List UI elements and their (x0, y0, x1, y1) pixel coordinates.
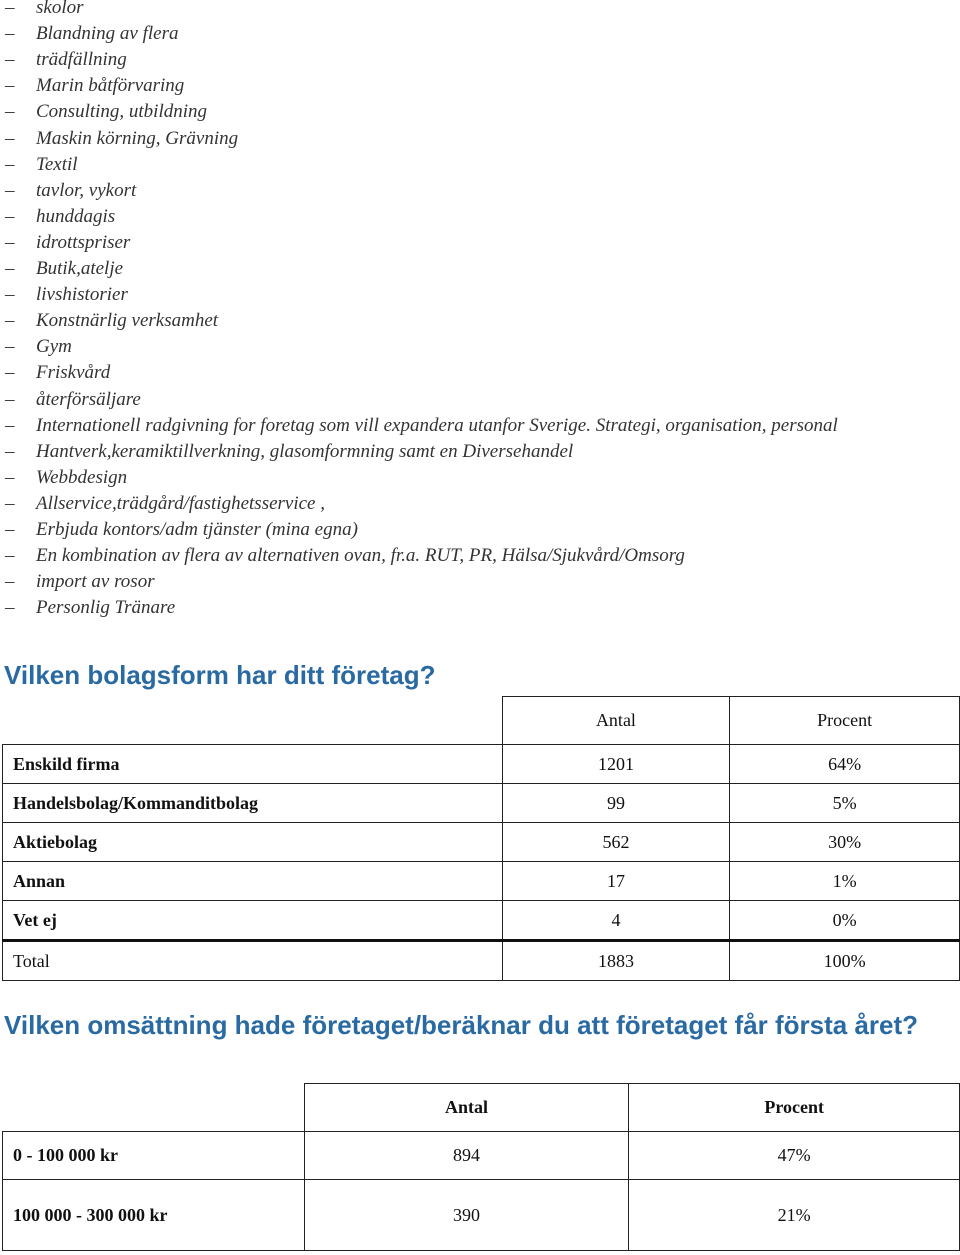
dash-bullet: – (5, 310, 15, 332)
column-header-antal: Antal (502, 697, 730, 745)
list-item-text: En kombination av flera av alternativen ovan, fr.a. RUT, PR, Hälsa/Sjukvård/Omsorg (36, 545, 685, 567)
header-empty-cell (3, 1084, 305, 1132)
dash-bullet: – (5, 336, 15, 358)
table-row (3, 745, 960, 784)
row-label: Vet ej (3, 901, 503, 941)
dash-bullet: – (5, 362, 15, 384)
list-item-text: Consulting, utbildning (36, 101, 208, 123)
dash-bullet: – (5, 205, 15, 227)
list-item-text: idrottspriser (36, 231, 131, 253)
dash-bullet: – (5, 284, 15, 306)
row-label: 100 000 - 300 000 kr (3, 1180, 305, 1251)
row-label: 0 - 100 000 kr (3, 1132, 305, 1180)
section-heading-company-form: Vilken bolagsform har ditt företag? (4, 660, 436, 690)
row-antal: 99 (502, 784, 730, 823)
column-header-procent: Procent (629, 1084, 960, 1132)
list-item-text: tavlor, vykort (36, 179, 137, 201)
dash-bullet: – (5, 153, 15, 175)
list-item-text: Hantverk,keramiktillverkning, glasomformning samt en Diversehandel (36, 440, 574, 462)
list-item-text: Konstnärlig verksamhet (36, 310, 219, 332)
list-item-text: Erbjuda kontors/adm tjänster (mina egna) (36, 519, 358, 540)
dash-bullet: – (5, 466, 15, 488)
list-item-text: Butik,atelje (36, 258, 124, 279)
column-header-procent: Procent (730, 697, 960, 745)
table-row (3, 1132, 960, 1180)
list-item-text: livshistorier (36, 284, 128, 306)
total-procent: 100% (730, 941, 960, 981)
table-header-row (3, 1084, 960, 1132)
row-procent: 0% (730, 901, 960, 941)
list-item-text: Friskvård (36, 362, 111, 384)
row-label: Handelsbolag/Kommanditbolag (3, 784, 503, 823)
list-item-text: trädfällning (36, 49, 127, 71)
dash-bullet: – (5, 0, 15, 18)
dash-bullet: – (5, 388, 15, 410)
dash-bullet: – (5, 231, 15, 253)
row-procent: 64% (730, 745, 960, 784)
turnover-table (2, 1083, 960, 1251)
list-item-text: Gym (36, 336, 72, 358)
row-label: Enskild firma (3, 745, 503, 784)
row-procent: 1% (730, 862, 960, 901)
dash-bullet: – (5, 258, 15, 279)
column-header-antal: Antal (304, 1084, 629, 1132)
dash-bullet: – (5, 519, 15, 540)
row-antal: 1201 (502, 745, 730, 784)
row-procent: 5% (730, 784, 960, 823)
list-item-text: Allservice,trädgård/fastighetsservice , (36, 492, 325, 514)
list-item-text: Internationell radgivning for foretag som vill expandera utanfor Sverige. Strategi, organisation, personal (36, 414, 838, 436)
dash-bullet: – (5, 545, 15, 567)
list-item-text: hunddagis (36, 205, 116, 227)
row-antal: 4 (502, 901, 730, 941)
dash-bullet: – (5, 179, 15, 201)
row-label: Annan (3, 862, 503, 901)
dash-bullet: – (5, 23, 15, 45)
list-item-text: Marin båtförvaring (36, 75, 185, 97)
row-procent: 30% (730, 823, 960, 862)
dash-bullet: – (5, 49, 15, 71)
dash-bullet: – (5, 571, 15, 593)
table-row (3, 823, 960, 862)
total-label: Total (3, 941, 503, 981)
row-procent: 47% (629, 1132, 960, 1180)
table-row (3, 1180, 960, 1251)
row-label: Aktiebolag (3, 823, 503, 862)
list-item-text: import av rosor (36, 571, 155, 593)
dash-bullet: – (5, 127, 15, 149)
list-item-text: skolor (36, 0, 84, 18)
dash-bullet: – (5, 414, 15, 436)
row-procent: 21% (629, 1180, 960, 1251)
row-antal: 562 (502, 823, 730, 862)
list-item-text: Personlig Tränare (36, 597, 176, 619)
total-antal: 1883 (502, 941, 730, 981)
list-item-text: Textil (36, 153, 78, 175)
table-row (3, 862, 960, 901)
table-total-row (3, 941, 960, 981)
dash-bullet: – (5, 440, 15, 462)
dash-bullet: – (5, 101, 15, 123)
table-header-row (3, 697, 960, 745)
list-item-text: Maskin körning, Grävning (36, 127, 239, 149)
row-antal: 390 (304, 1180, 629, 1251)
dash-bullet: – (5, 597, 15, 619)
list-item-text: Webbdesign (36, 466, 128, 488)
table-row (3, 784, 960, 823)
table-row (3, 901, 960, 941)
row-antal: 894 (304, 1132, 629, 1180)
header-empty-cell (3, 697, 503, 745)
list-item-text: återförsäljare (36, 388, 141, 410)
company-form-table (2, 696, 960, 981)
list-item-text: Blandning av flera (36, 23, 179, 45)
row-antal: 17 (502, 862, 730, 901)
dash-bullet: – (5, 75, 15, 97)
section-heading-turnover: Vilken omsättning hade företaget/beräknar du att företaget får första året? (4, 1010, 919, 1040)
dash-bullet: – (5, 492, 15, 514)
